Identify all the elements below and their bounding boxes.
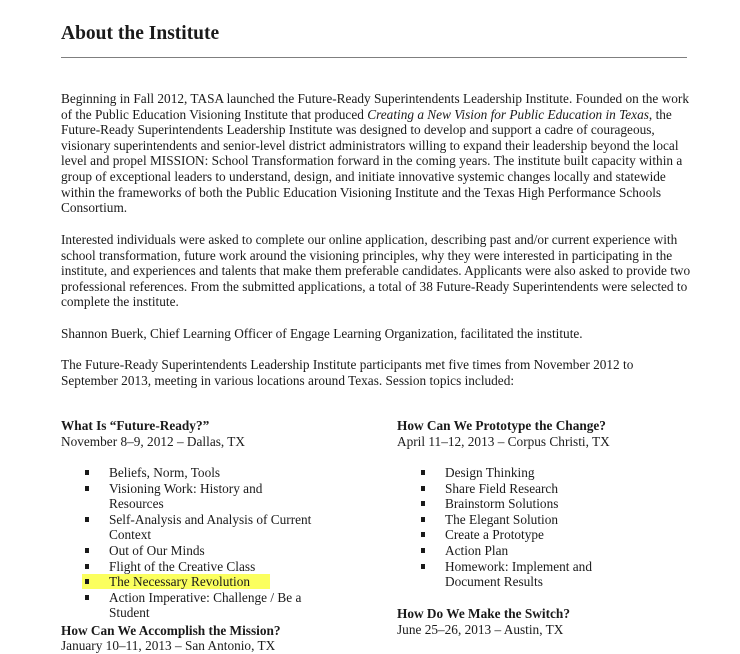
list-item: Action Imperative: Challenge / Be a Student xyxy=(83,590,313,621)
schedule-paragraph: The Future-Ready Superintendents Leadership Institute participants met five times from November 2012 to September 2013, meeting in various locations around Texas. Session topics included: xyxy=(61,357,634,388)
page-title: About the Institute xyxy=(61,23,220,44)
session-2-date: January 10–11, 2013 – San Antonio, TX xyxy=(61,638,276,653)
session-3-date: April 11–12, 2013 – Corpus Christi, TX xyxy=(397,434,610,449)
list-item: Create a Prototype xyxy=(419,527,649,543)
session-4-title: How Do We Make the Switch? xyxy=(397,606,570,621)
facilitator-paragraph: Shannon Buerk, Chief Learning Officer of Engage Learning Organization, facilitated the institute. xyxy=(61,326,583,341)
application-paragraph: Interested individuals were asked to complete our online application, describing past and/or current experience with school transformation, future work around the visioning principles, why they were interested in participating in the institute, and experiences and talents that make them preferable candidates. Applicants were also asked to provide two professional references. From the submitted applications, a total of 38 Future-Ready Superintendents were selected to complete the institute. xyxy=(61,232,691,310)
session-3-title: How Can We Prototype the Change? xyxy=(397,418,606,433)
list-item: The Elegant Solution xyxy=(419,512,649,528)
intro-text-end: , the Future-Ready Superintendents Leadership Institute was designed to develop and support a cadre of courageous, visionary superintendents and senior-level district administrators willing to expand their leadership beyond the local level and propel MISSION: School Transformation forward in the coming years. The institute built capacity within a group of exceptional leaders to understand, design, and initiate innovative systemic changes locally and statewide within the frameworks of both the Public Education Visioning Institute and the Texas High Performance Schools Consortium. xyxy=(61,106,683,216)
intro-text-start: Beginning in Fall 2012, TASA launched the Future-Ready Superintendents Leadership Institute. Founded on the work of the Public Education Visioning Institute that produced xyxy=(61,91,689,122)
session-1-title: What Is “Future-Ready?” xyxy=(61,418,210,433)
title-divider xyxy=(61,57,687,58)
list-item: Brainstorm Solutions xyxy=(419,496,649,512)
list-item: Beliefs, Norm, Tools xyxy=(83,465,313,481)
list-item: Flight of the Creative Class xyxy=(83,559,313,575)
report-title-italic: Creating a New Vision for Public Education in Texas xyxy=(367,106,649,122)
session-1-date: November 8–9, 2012 – Dallas, TX xyxy=(61,434,246,449)
session-3-topic-list xyxy=(419,465,649,590)
list-item: Homework: Implement and Document Results xyxy=(419,559,649,590)
list-item: Action Plan xyxy=(419,543,649,559)
list-item: Share Field Research xyxy=(419,481,649,497)
intro-paragraph xyxy=(61,91,691,216)
list-item: Visioning Work: History and Resources xyxy=(83,481,313,512)
list-item: Self-Analysis and Analysis of Current Context xyxy=(83,512,313,543)
list-item: Out of Our Minds xyxy=(83,543,313,559)
session-2-title: How Can We Accomplish the Mission? xyxy=(61,623,281,638)
session-1-topic-list xyxy=(83,465,313,621)
session-4-date: June 25–26, 2013 – Austin, TX xyxy=(397,622,564,637)
highlighted-list-item: The Necessary Revolution xyxy=(83,574,313,590)
list-item: Design Thinking xyxy=(419,465,649,481)
